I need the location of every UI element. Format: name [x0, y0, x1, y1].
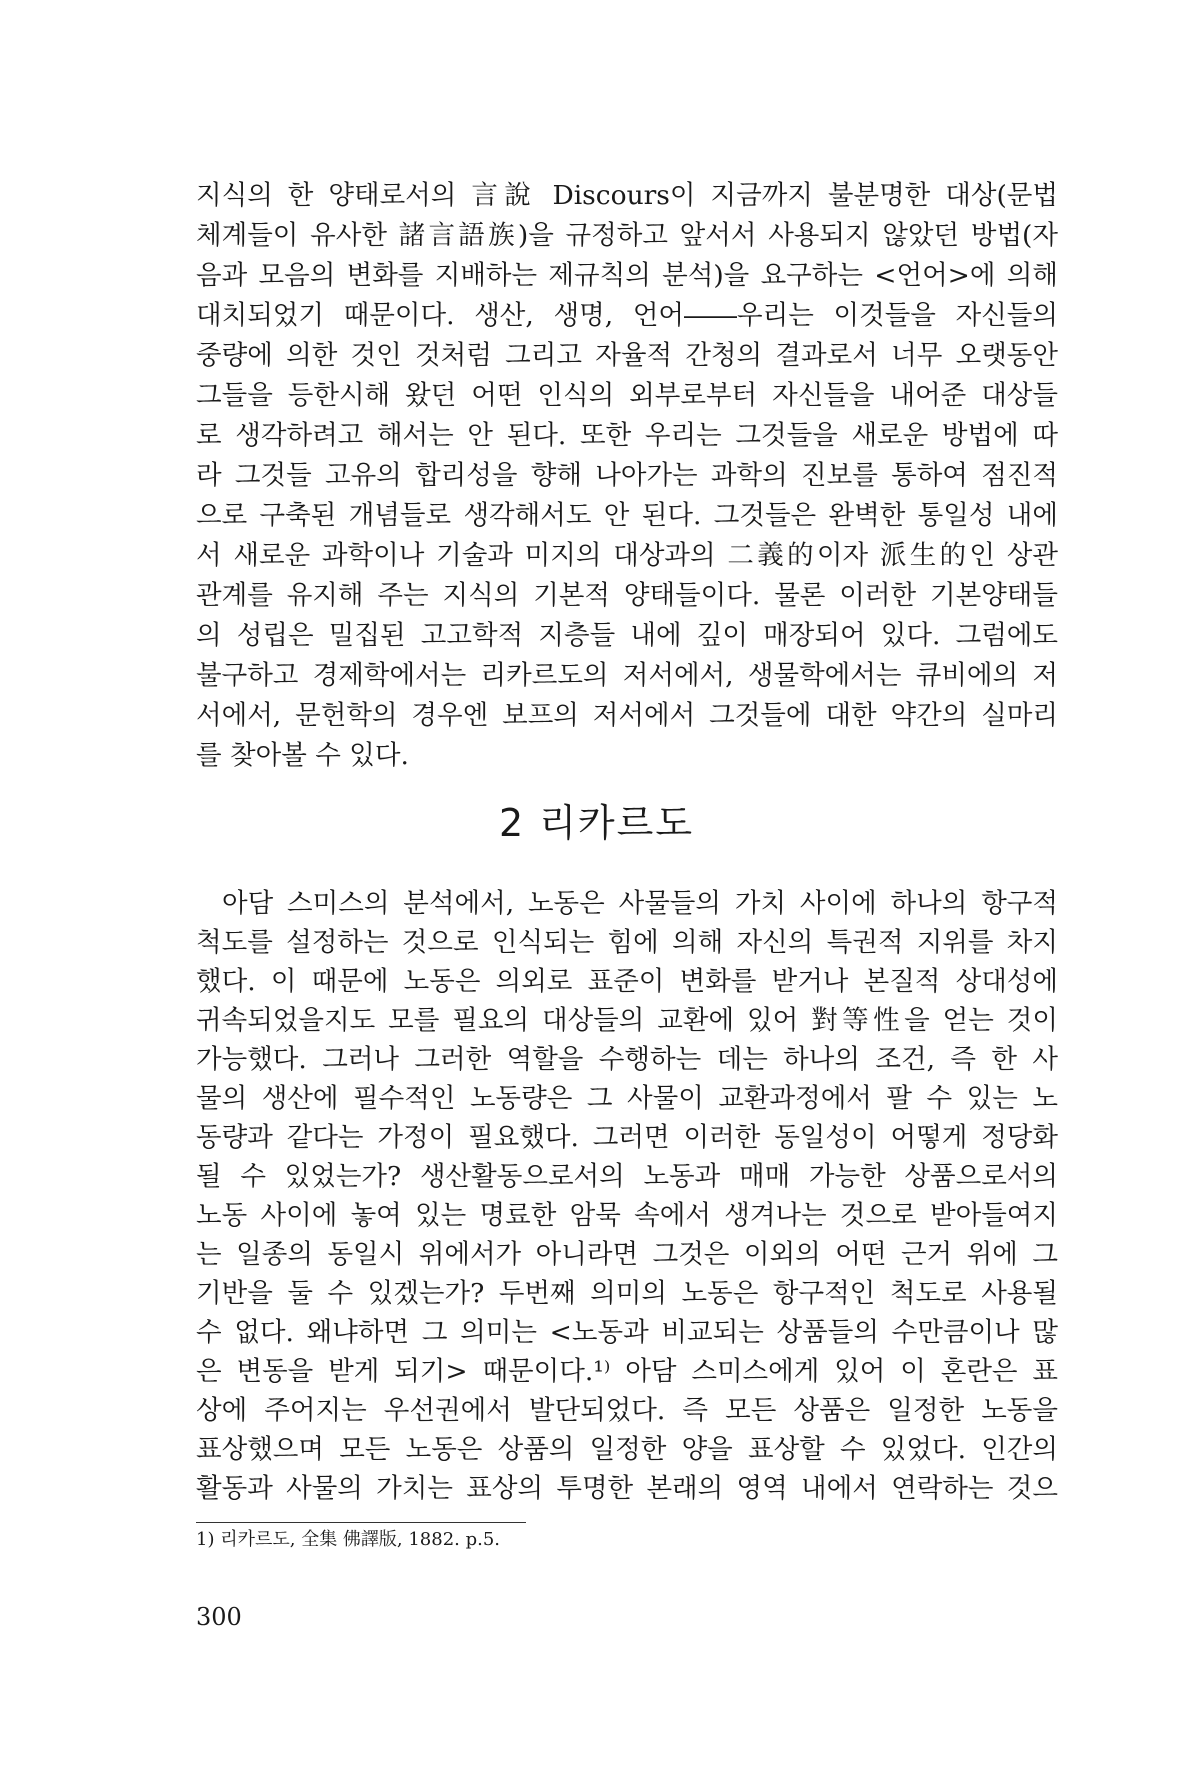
- text-line: 표상했으며 모든 노동은 상품의 일정한 양을 표상할 수 있었다. 인간의: [196, 1434, 1058, 1465]
- text-line: 으로 구축된 개념들로 생각해서도 안 된다. 그것들은 완벽한 통일성 내에: [196, 500, 1058, 531]
- text-line: 상에 주어지는 우선권에서 발단되었다. 즉 모든 상품은 일정한 노동을: [196, 1395, 1058, 1426]
- text-line: 물의 생산에 필수적인 노동량은 그 사물이 교환과정에서 팔 수 있는 노: [196, 1083, 1058, 1114]
- text-line: 척도를 설정하는 것으로 인식되는 힘에 의해 자신의 특권적 지위를 차지: [196, 927, 1058, 958]
- footnote: 1) 리카르도, 全集 佛譯版, 1882. p.5.: [196, 1529, 501, 1550]
- text-line: 는 일종의 동일시 위에서가 아니라면 그것은 이외의 어떤 근거 위에 그: [196, 1239, 1058, 1270]
- text-line: 은 변동을 받게 되기> 때문이다.¹⁾ 아담 스미스에게 있어 이 혼란은 표: [196, 1356, 1058, 1387]
- text-line: 의 성립은 밀집된 고고학적 지층들 내에 깊이 매장되어 있다. 그럼에도: [196, 620, 1058, 651]
- text-line: 활동과 사물의 가치는 표상의 투명한 본래의 영역 내에서 연락하는 것으: [196, 1473, 1058, 1504]
- footnote-divider: [196, 1522, 526, 1523]
- section-title: 2 리카르도: [498, 801, 695, 845]
- text-line: 관계를 유지해 주는 지식의 기본적 양태들이다. 물론 이러한 기본양태들: [196, 580, 1058, 611]
- text-line: 로 생각하려고 해서는 안 된다. 또한 우리는 그것들을 새로운 방법에 따: [196, 420, 1058, 451]
- text-line: 체계들이 유사한 諸言語族)을 규정하고 앞서서 사용되지 않았던 방법(자: [196, 220, 1058, 251]
- text-line: 가능했다. 그러나 그러한 역할을 수행하는 데는 하나의 조건, 즉 한 사: [196, 1044, 1058, 1075]
- text-line: 지식의 한 양태로서의 言說 Discours이 지금까지 불분명한 대상(문법: [196, 180, 1058, 211]
- text-line: 를 찾아볼 수 있다.: [196, 740, 409, 771]
- text-line: 서 새로운 과학이나 기술과 미지의 대상과의 二義的이자 派生的인 상관: [196, 540, 1058, 571]
- text-line: 기반을 둘 수 있겠는가? 두번째 의미의 노동은 항구적인 척도로 사용될: [196, 1278, 1058, 1309]
- text-line: 했다. 이 때문에 노동은 의외로 표준이 변화를 받거나 본질적 상대성에: [196, 966, 1058, 997]
- text-line: 라 그것들 고유의 합리성을 향해 나아가는 과학의 진보를 통하여 점진적: [196, 460, 1058, 491]
- text-line: 그들을 등한시해 왔던 어떤 인식의 외부로부터 자신들을 내어준 대상들: [196, 380, 1058, 411]
- paragraph-1: [196, 176, 1058, 776]
- text-line: 동량과 같다는 가정이 필요했다. 그러면 이러한 동일성이 어떻게 정당화: [196, 1122, 1058, 1153]
- page-number: 300: [196, 1603, 242, 1631]
- text-line: 아담 스미스의 분석에서, 노동은 사물들의 가치 사이에 하나의 항구적: [222, 888, 1058, 919]
- text-line: 될 수 있었는가? 생산활동으로서의 노동과 매매 가능한 상품으로서의: [196, 1161, 1058, 1192]
- text-line: 귀속되었을지도 모를 필요의 대상들의 교환에 있어 對等性을 얻는 것이: [196, 1005, 1058, 1036]
- text-line: 음과 모음의 변화를 지배하는 제규칙의 분석)을 요구하는 <언어>에 의해: [196, 260, 1058, 291]
- text-line: 노동 사이에 놓여 있는 명료한 암묵 속에서 생겨나는 것으로 받아들여지: [196, 1200, 1058, 1231]
- text-line: 불구하고 경제학에서는 리카르도의 저서에서, 생물학에서는 큐비에의 저: [196, 660, 1058, 691]
- text-line: 중량에 의한 것인 것처럼 그리고 자율적 간청의 결과로서 너무 오랫동안: [196, 340, 1058, 371]
- text-line: 대치되었기 때문이다. 생산, 생명, 언어――우리는 이것들을 자신들의: [196, 300, 1058, 331]
- paragraph-2: [196, 884, 1058, 1508]
- text-line: 수 없다. 왜냐하면 그 의미는 <노동과 비교되는 상품들의 수만큼이나 많: [196, 1317, 1058, 1348]
- text-line: 서에서, 문헌학의 경우엔 보프의 저서에서 그것들에 대한 약간의 실마리: [196, 700, 1058, 731]
